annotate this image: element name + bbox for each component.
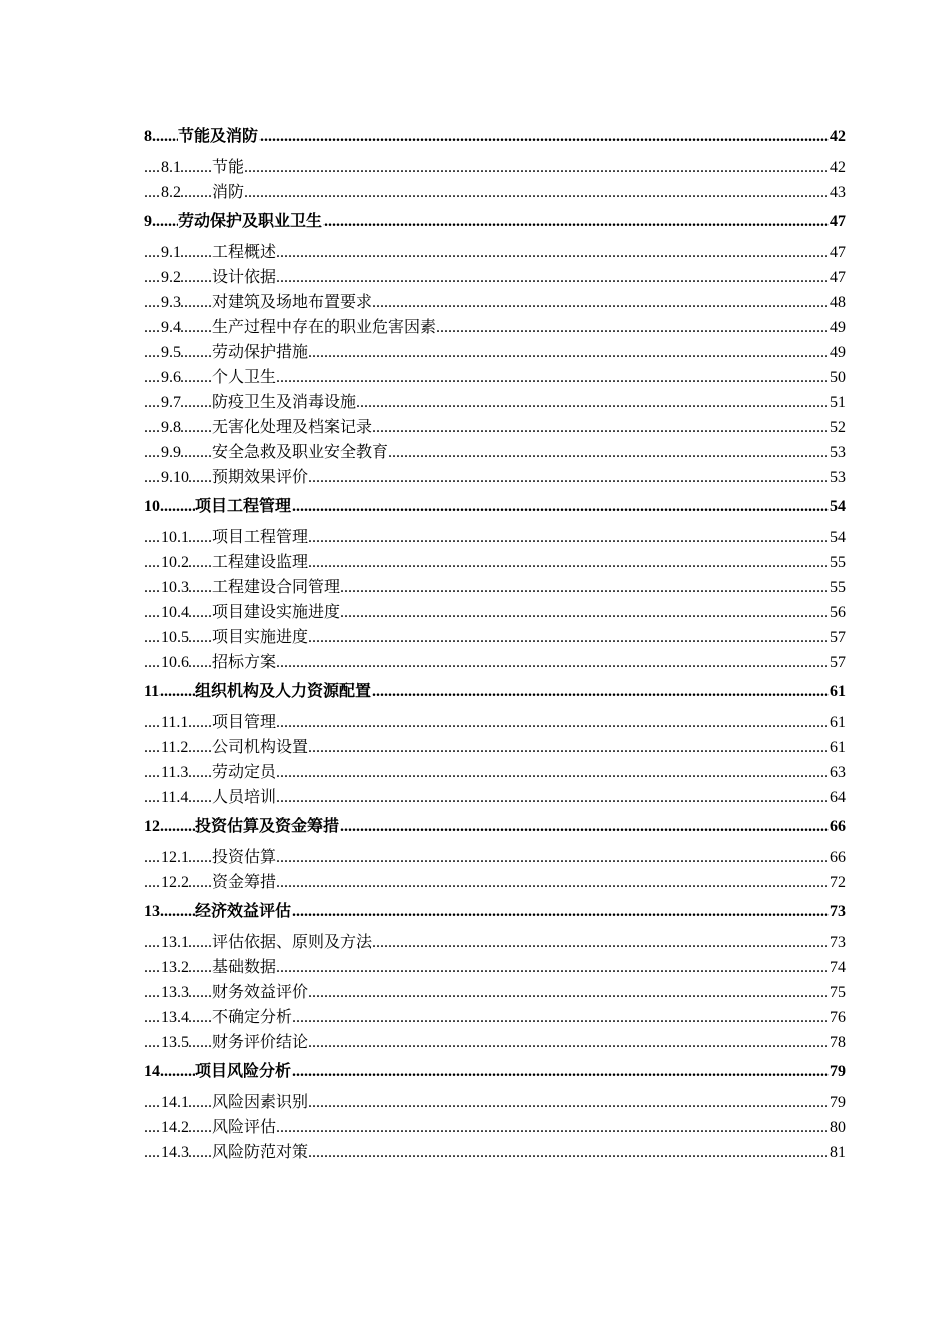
toc-entry-title: 风险因素识别 [212, 1090, 309, 1115]
toc-entry-page-number: 61 [829, 710, 846, 735]
toc-entry-page-number: 50 [829, 365, 846, 390]
toc-entry-title: 项目风险分析 [195, 1059, 292, 1085]
toc-section-entry[interactable] [144, 240, 846, 265]
toc-section-entry[interactable] [144, 650, 846, 675]
toc-entry-title: 招标方案 [212, 650, 277, 675]
toc-entry-number: 9.5 [161, 340, 181, 365]
toc-entry-title: 人员培训 [212, 785, 277, 810]
toc-entry-title: 风险防范对策 [212, 1140, 309, 1165]
toc-entry-page-number: 49 [829, 315, 846, 340]
toc-section-entry[interactable] [144, 465, 846, 490]
toc-entry-title: 劳动保护措施 [212, 340, 309, 365]
toc-entry-number: 11.3 [161, 760, 188, 785]
toc-entry-page-number: 47 [829, 240, 846, 265]
toc-chapter-entry[interactable] [144, 899, 846, 925]
toc-entry-page-number: 61 [829, 735, 846, 760]
toc-entry-title: 工程建设监理 [212, 550, 309, 575]
toc-entry-page-number: 73 [829, 899, 846, 925]
toc-section-entry[interactable] [144, 870, 846, 895]
toc-entry-title: 不确定分析 [212, 1005, 293, 1030]
toc-entry-page-number: 63 [829, 760, 846, 785]
toc-entry-page-number: 53 [829, 440, 846, 465]
toc-section-entry[interactable] [144, 415, 846, 440]
toc-entry-title: 安全急救及职业安全教育 [212, 440, 389, 465]
toc-entry-title: 生产过程中存在的职业危害因素 [212, 315, 437, 340]
toc-entry-page-number: 57 [829, 650, 846, 675]
toc-entry-title: 个人卫生 [212, 365, 277, 390]
toc-entry-page-number: 79 [829, 1090, 846, 1115]
toc-entry-number: 10.4 [161, 600, 189, 625]
toc-section-entry[interactable] [144, 735, 846, 760]
toc-entry-title: 评估依据、原则及方法 [212, 930, 373, 955]
toc-section-entry[interactable] [144, 1115, 846, 1140]
toc-section-entry[interactable] [144, 550, 846, 575]
toc-entry-title: 无害化处理及档案记录 [212, 415, 373, 440]
toc-section-entry[interactable] [144, 525, 846, 550]
toc-entry-page-number: 66 [829, 814, 846, 840]
toc-section-entry[interactable] [144, 575, 846, 600]
toc-entry-number: 10 [144, 494, 160, 520]
toc-entry-title: 节能及消防 [178, 124, 259, 150]
toc-entry-page-number: 55 [829, 575, 846, 600]
toc-entry-title: 劳动定员 [212, 760, 277, 785]
toc-entry-number: 11 [144, 679, 159, 705]
toc-section-entry[interactable] [144, 315, 846, 340]
toc-entry-title: 基础数据 [212, 955, 277, 980]
toc-entry-title: 消防 [212, 180, 245, 205]
toc-entry-title: 工程建设合同管理 [212, 575, 341, 600]
toc-entry-number: 11.4 [161, 785, 188, 810]
toc-entry-number: 13 [144, 899, 160, 925]
toc-section-entry[interactable] [144, 760, 846, 785]
toc-section-entry[interactable] [144, 290, 846, 315]
toc-entry-page-number: 73 [829, 930, 846, 955]
toc-section-entry[interactable] [144, 600, 846, 625]
toc-entry-number: 9.4 [161, 315, 181, 340]
toc-dot-leader [144, 155, 846, 180]
toc-section-entry[interactable] [144, 365, 846, 390]
toc-entry-number: 13.2 [161, 955, 189, 980]
toc-chapter-entry[interactable] [144, 679, 846, 705]
toc-entry-number: 9.7 [161, 390, 181, 415]
toc-entry-title: 工程概述 [212, 240, 277, 265]
toc-entry-page-number: 53 [829, 465, 846, 490]
toc-entry-number: 10.3 [161, 575, 189, 600]
toc-entry-title: 设计依据 [212, 265, 277, 290]
toc-entry-page-number: 56 [829, 600, 846, 625]
toc-entry-title: 项目管理 [212, 710, 277, 735]
toc-entry-page-number: 54 [829, 494, 846, 520]
toc-section-entry[interactable] [144, 1030, 846, 1055]
toc-entry-page-number: 43 [829, 180, 846, 205]
toc-entry-title: 投资估算 [212, 845, 277, 870]
table-of-contents [144, 124, 846, 1165]
toc-entry-number: 9.6 [161, 365, 181, 390]
toc-entry-number: 14.2 [161, 1115, 189, 1140]
toc-section-entry[interactable] [144, 845, 846, 870]
toc-entry-page-number: 74 [829, 955, 846, 980]
toc-entry-page-number: 49 [829, 340, 846, 365]
toc-entry-number: 11.1 [161, 710, 188, 735]
toc-entry-title: 对建筑及场地布置要求 [212, 290, 373, 315]
toc-entry-number: 10.2 [161, 550, 189, 575]
toc-entry-page-number: 57 [829, 625, 846, 650]
toc-section-entry[interactable] [144, 440, 846, 465]
toc-entry-page-number: 76 [829, 1005, 846, 1030]
toc-entry-page-number: 42 [829, 124, 846, 150]
toc-section-entry[interactable] [144, 930, 846, 955]
toc-entry-title: 节能 [212, 155, 245, 180]
toc-entry-title: 预期效果评价 [212, 465, 309, 490]
toc-entry-number: 12 [144, 814, 160, 840]
toc-entry-number: 9.1 [161, 240, 181, 265]
toc-entry-page-number: 79 [829, 1059, 846, 1085]
toc-entry-number: 9 [144, 209, 152, 235]
toc-entry-number: 9.8 [161, 415, 181, 440]
toc-section-entry[interactable] [144, 625, 846, 650]
toc-entry-title: 项目工程管理 [212, 525, 309, 550]
toc-entry-number: 9.9 [161, 440, 181, 465]
toc-entry-number: 10.5 [161, 625, 189, 650]
toc-entry-page-number: 78 [829, 1030, 846, 1055]
toc-entry-page-number: 47 [829, 265, 846, 290]
toc-entry-number: 14.3 [161, 1140, 189, 1165]
toc-chapter-entry[interactable] [144, 494, 846, 520]
toc-entry-page-number: 64 [829, 785, 846, 810]
toc-dot-leader [144, 180, 846, 205]
toc-entry-page-number: 61 [829, 679, 846, 705]
toc-entry-page-number: 52 [829, 415, 846, 440]
toc-entry-title: 组织机构及人力资源配置 [195, 679, 372, 705]
toc-entry-title: 防疫卫生及消毒设施 [212, 390, 357, 415]
toc-entry-number: 13.3 [161, 980, 189, 1005]
toc-entry-page-number: 75 [829, 980, 846, 1005]
toc-entry-number: 13.1 [161, 930, 189, 955]
toc-entry-title: 资金筹措 [212, 870, 277, 895]
toc-entry-number: 12.1 [161, 845, 189, 870]
toc-entry-number: 13.5 [161, 1030, 189, 1055]
toc-entry-number: 10.1 [161, 525, 189, 550]
toc-entry-page-number: 55 [829, 550, 846, 575]
toc-entry-page-number: 80 [829, 1115, 846, 1140]
toc-section-entry[interactable] [144, 155, 846, 180]
toc-entry-number: 8.1 [161, 155, 181, 180]
toc-chapter-entry[interactable] [144, 124, 846, 150]
toc-entry-title: 风险评估 [212, 1115, 277, 1140]
toc-entry-number: 8 [144, 124, 152, 150]
toc-entry-page-number: 66 [829, 845, 846, 870]
toc-entry-number: 14.1 [161, 1090, 189, 1115]
toc-entry-title: 财务效益评价 [212, 980, 309, 1005]
toc-entry-page-number: 42 [829, 155, 846, 180]
toc-entry-title: 财务评价结论 [212, 1030, 309, 1055]
toc-entry-title: 公司机构设置 [212, 735, 309, 760]
toc-section-entry[interactable] [144, 1140, 846, 1165]
toc-entry-title: 投资估算及资金筹措 [195, 814, 340, 840]
toc-chapter-entry[interactable] [144, 814, 846, 840]
toc-entry-number: 11.2 [161, 735, 188, 760]
toc-entry-page-number: 72 [829, 870, 846, 895]
toc-section-entry[interactable] [144, 1090, 846, 1115]
toc-entry-page-number: 81 [829, 1140, 846, 1165]
toc-entry-title: 项目实施进度 [212, 625, 309, 650]
toc-chapter-entry[interactable] [144, 1059, 846, 1085]
toc-entry-number: 14 [144, 1059, 160, 1085]
toc-section-entry[interactable] [144, 710, 846, 735]
toc-section-entry[interactable] [144, 1005, 846, 1030]
toc-section-entry[interactable] [144, 180, 846, 205]
toc-section-entry[interactable] [144, 955, 846, 980]
toc-chapter-entry[interactable] [144, 209, 846, 235]
toc-entry-number: 9.10 [161, 465, 189, 490]
toc-entry-title: 项目建设实施进度 [212, 600, 341, 625]
toc-entry-number: 8.2 [161, 180, 181, 205]
toc-section-entry[interactable] [144, 785, 846, 810]
toc-entry-number: 9.2 [161, 265, 181, 290]
toc-section-entry[interactable] [144, 265, 846, 290]
toc-entry-number: 13.4 [161, 1005, 189, 1030]
toc-entry-page-number: 48 [829, 290, 846, 315]
toc-entry-page-number: 47 [829, 209, 846, 235]
toc-entry-number: 9.3 [161, 290, 181, 315]
toc-entry-title: 项目工程管理 [195, 494, 292, 520]
toc-section-entry[interactable] [144, 340, 846, 365]
toc-entry-number: 10.6 [161, 650, 189, 675]
toc-entry-title: 经济效益评估 [195, 899, 292, 925]
toc-entry-title: 劳动保护及职业卫生 [178, 209, 323, 235]
toc-section-entry[interactable] [144, 390, 846, 415]
toc-entry-page-number: 51 [829, 390, 846, 415]
toc-entry-page-number: 54 [829, 525, 846, 550]
toc-entry-number: 12.2 [161, 870, 189, 895]
toc-section-entry[interactable] [144, 980, 846, 1005]
